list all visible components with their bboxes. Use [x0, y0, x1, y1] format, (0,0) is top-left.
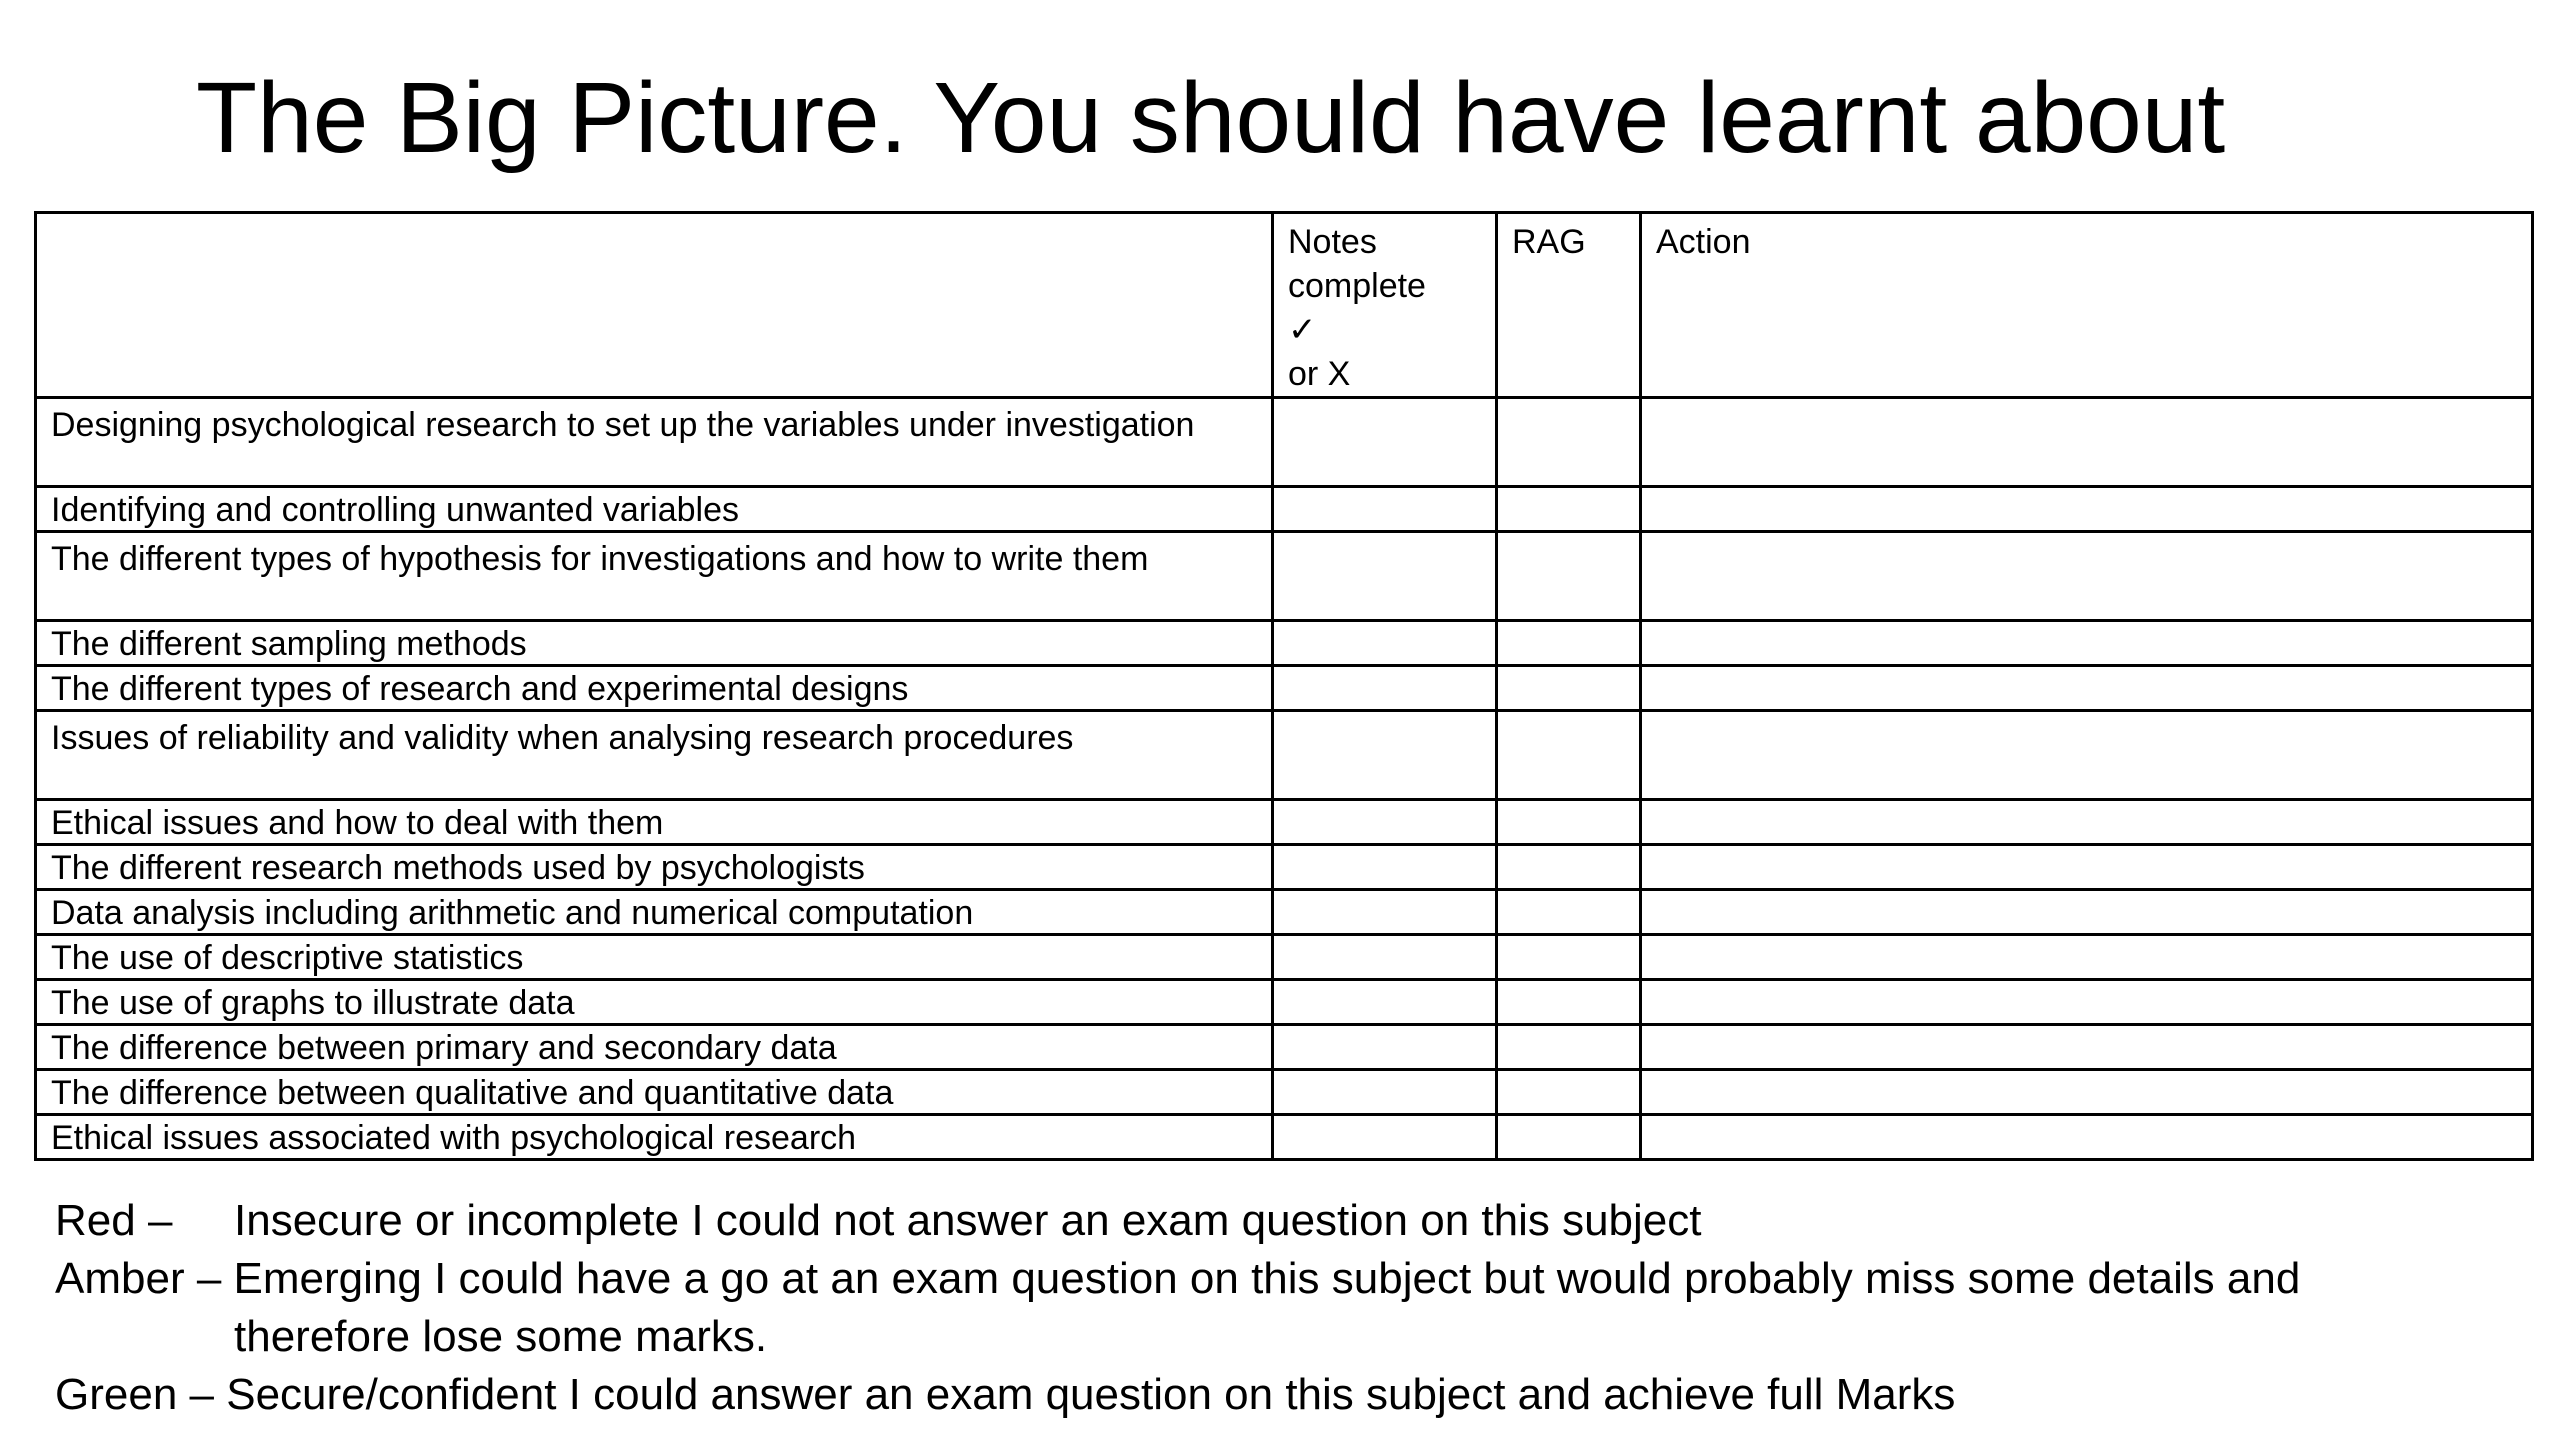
table-row [36, 845, 2533, 890]
header-notes-complete [1273, 213, 1497, 398]
header-notes-or: or X [1288, 355, 1351, 393]
notes-cell[interactable] [1273, 398, 1497, 487]
rag-cell[interactable] [1497, 532, 1641, 621]
legend-green-text: Secure/confident I could answer an exam question on this subject and achieve full Marks [226, 1370, 1956, 1419]
notes-cell[interactable] [1273, 666, 1497, 711]
header-notes-line3 [1288, 308, 1495, 396]
table-row [36, 980, 2533, 1025]
legend-red-key: Red – [55, 1196, 173, 1245]
notes-cell[interactable] [1273, 1070, 1497, 1115]
table-row [36, 935, 2533, 980]
action-cell[interactable] [1641, 621, 2533, 666]
header-notes-line2: complete [1288, 267, 1426, 305]
rag-cell[interactable] [1497, 1025, 1641, 1070]
checklist-table [34, 211, 2534, 1161]
action-cell[interactable] [1641, 398, 2533, 487]
legend-amber-text: Emerging I could have a go at an exam question on this subject but would probably miss some details and [233, 1254, 2301, 1303]
check-icon: ✓ [1288, 311, 1317, 349]
rag-cell[interactable] [1497, 1115, 1641, 1160]
header-rag: RAG [1497, 213, 1641, 398]
notes-cell[interactable] [1273, 890, 1497, 935]
topic-cell: The different research methods used by psychologists [36, 845, 1273, 890]
rag-cell[interactable] [1497, 845, 1641, 890]
table-row [36, 711, 2533, 800]
legend-amber-key: Amber – [55, 1254, 222, 1303]
topic-cell: The difference between primary and secondary data [36, 1025, 1273, 1070]
legend-amber-continued: therefore lose some marks. [234, 1312, 768, 1361]
legend-red [55, 1192, 2300, 1250]
header-topic [36, 213, 1273, 398]
table-row [36, 1025, 2533, 1070]
topic-cell: Ethical issues and how to deal with them [36, 800, 1273, 845]
notes-cell[interactable] [1273, 711, 1497, 800]
legend-red-text: Insecure or incomplete I could not answer an exam question on this subject [234, 1196, 1702, 1245]
topic-cell: Ethical issues associated with psychological research [36, 1115, 1273, 1160]
notes-cell[interactable] [1273, 1115, 1497, 1160]
table-row [36, 398, 2533, 487]
topic-cell: Designing psychological research to set up the variables under investigation [36, 398, 1273, 487]
rag-cell[interactable] [1497, 487, 1641, 532]
topic-cell: The different types of hypothesis for investigations and how to write them [36, 532, 1273, 621]
table-row [36, 621, 2533, 666]
action-cell[interactable] [1641, 666, 2533, 711]
rag-cell[interactable] [1497, 980, 1641, 1025]
action-cell[interactable] [1641, 1070, 2533, 1115]
action-cell[interactable] [1641, 711, 2533, 800]
action-cell[interactable] [1641, 800, 2533, 845]
action-cell[interactable] [1641, 532, 2533, 621]
notes-cell[interactable] [1273, 487, 1497, 532]
rag-cell[interactable] [1497, 666, 1641, 711]
action-cell[interactable] [1641, 890, 2533, 935]
table-row [36, 1115, 2533, 1160]
table-row [36, 890, 2533, 935]
table-row [36, 800, 2533, 845]
rag-cell[interactable] [1497, 1070, 1641, 1115]
action-cell[interactable] [1641, 845, 2533, 890]
topic-cell: The different types of research and experimental designs [36, 666, 1273, 711]
legend-green [55, 1366, 2300, 1424]
action-cell[interactable] [1641, 487, 2533, 532]
topic-cell: The use of graphs to illustrate data [36, 980, 1273, 1025]
notes-cell[interactable] [1273, 845, 1497, 890]
topic-cell: The different sampling methods [36, 621, 1273, 666]
topic-cell: Issues of reliability and validity when analysing research procedures [36, 711, 1273, 800]
table-header-row [36, 213, 2533, 398]
rag-cell[interactable] [1497, 711, 1641, 800]
topic-cell: The difference between qualitative and quantitative data [36, 1070, 1273, 1115]
action-cell[interactable] [1641, 935, 2533, 980]
topic-cell: The use of descriptive statistics [36, 935, 1273, 980]
slide-title: The Big Picture. You should have learnt about [196, 62, 2226, 174]
rag-cell[interactable] [1497, 890, 1641, 935]
header-notes-line1: Notes [1288, 223, 1377, 261]
action-cell[interactable] [1641, 980, 2533, 1025]
action-cell[interactable] [1641, 1025, 2533, 1070]
topic-cell: Data analysis including arithmetic and numerical computation [36, 890, 1273, 935]
action-cell[interactable] [1641, 1115, 2533, 1160]
topic-cell: Identifying and controlling unwanted variables [36, 487, 1273, 532]
notes-cell[interactable] [1273, 532, 1497, 621]
rag-cell[interactable] [1497, 935, 1641, 980]
legend-amber [55, 1250, 2300, 1308]
notes-cell[interactable] [1273, 935, 1497, 980]
table-row [36, 666, 2533, 711]
legend-green-key: Green – [55, 1370, 214, 1419]
notes-cell[interactable] [1273, 1025, 1497, 1070]
rag-cell[interactable] [1497, 800, 1641, 845]
notes-cell[interactable] [1273, 980, 1497, 1025]
rag-cell[interactable] [1497, 621, 1641, 666]
table-row [36, 1070, 2533, 1115]
rag-cell[interactable] [1497, 398, 1641, 487]
rag-legend [55, 1192, 2300, 1424]
notes-cell[interactable] [1273, 800, 1497, 845]
table-row [36, 487, 2533, 532]
notes-cell[interactable] [1273, 621, 1497, 666]
table-row [36, 532, 2533, 621]
header-action: Action [1641, 213, 2533, 398]
